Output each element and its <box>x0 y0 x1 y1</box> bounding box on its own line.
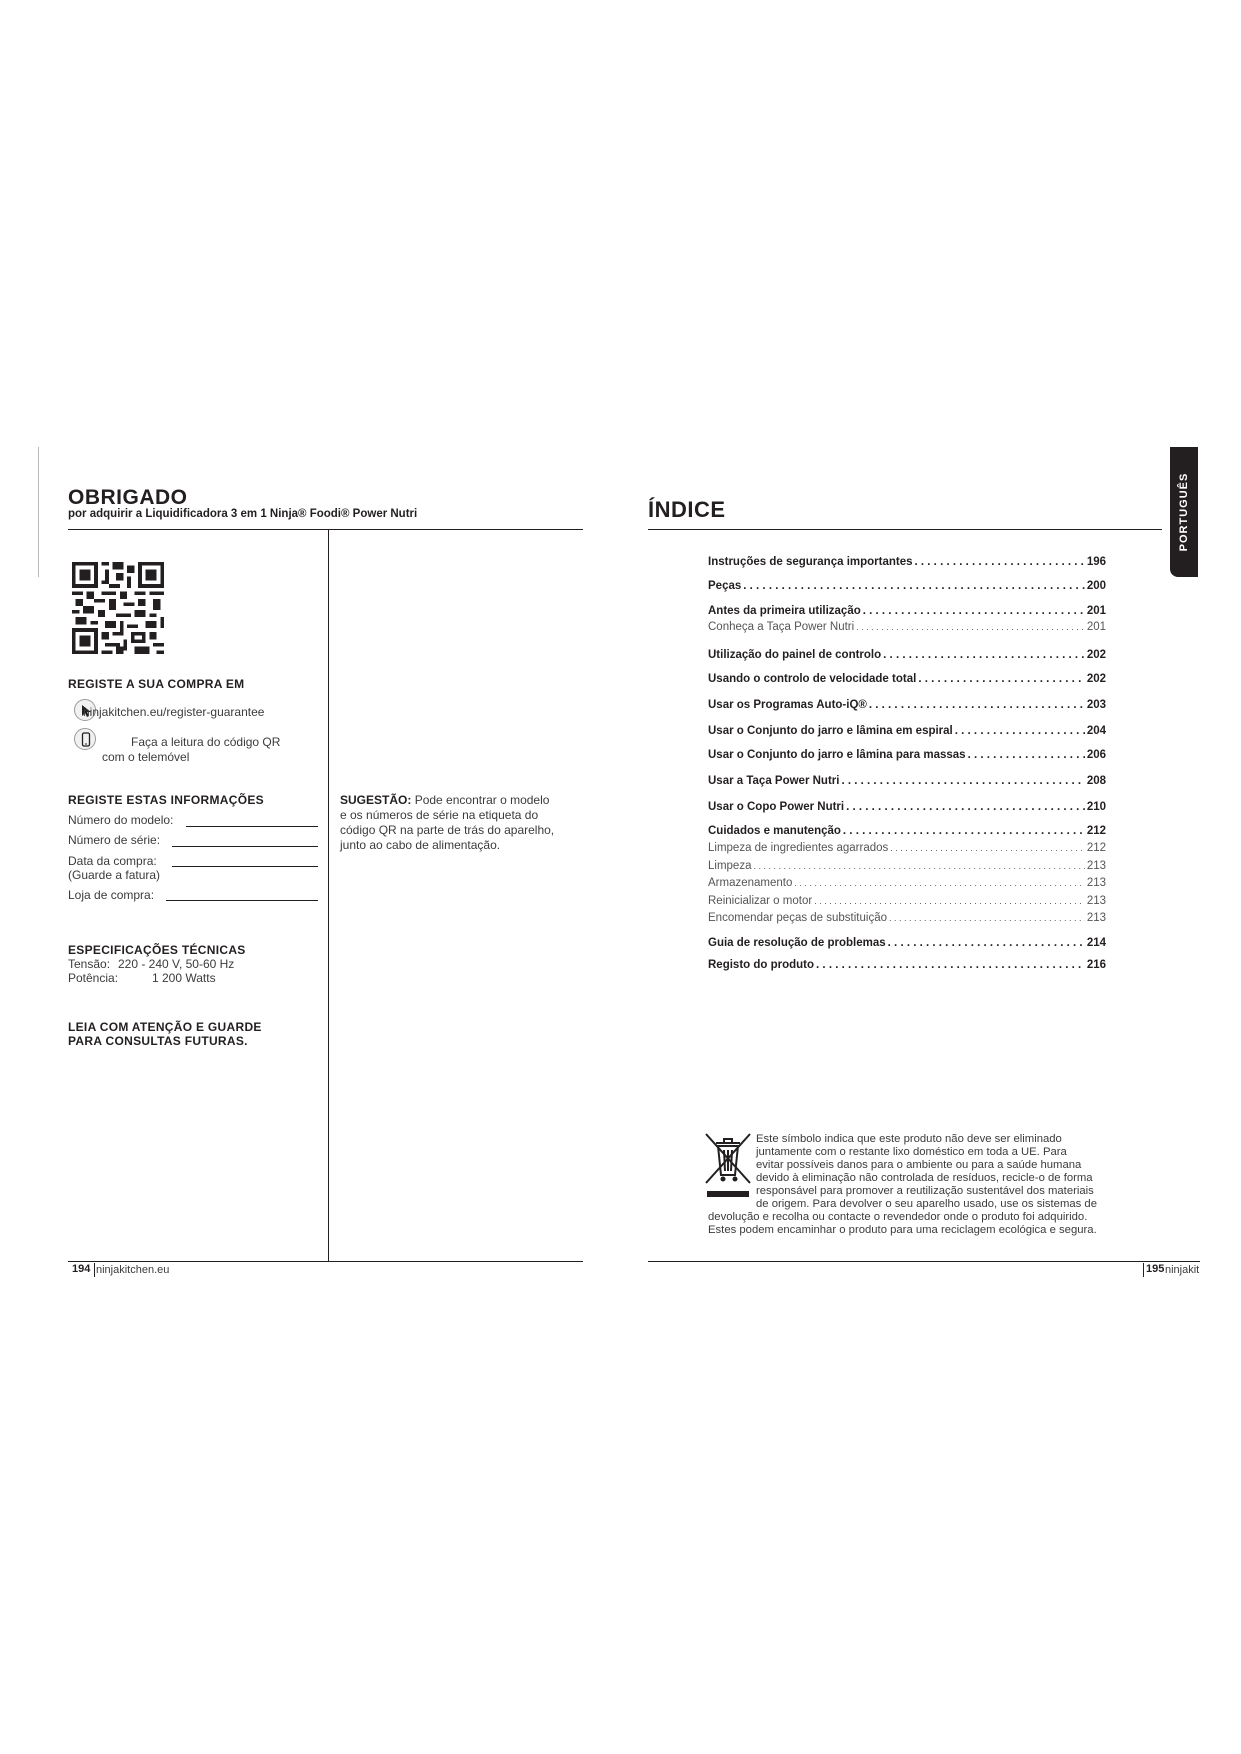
toc-leader-dots <box>743 580 1085 592</box>
toc-entry[interactable] <box>708 895 1106 907</box>
model-number-label: Número do modelo: <box>68 813 174 827</box>
toc-leader-dots <box>753 860 1084 872</box>
toc-entry[interactable] <box>708 649 1106 661</box>
toc-entry-page: 202 <box>1086 649 1106 661</box>
column-divider <box>328 529 329 1262</box>
toc-leader-dots <box>843 825 1085 837</box>
purchase-date-label: Data da compra: <box>68 854 157 868</box>
read-notice-2: PARA CONSULTAS FUTURAS. <box>68 1034 248 1048</box>
purchase-date-field[interactable] <box>172 866 318 867</box>
phone-icon <box>74 728 96 750</box>
toc-entry-label: Usar o Copo Power Nutri <box>708 801 845 813</box>
toc-leader-dots <box>890 842 1085 854</box>
toc-entry-label: Conheça a Taça Power Nutri <box>708 621 855 633</box>
power-label: Potência: <box>68 971 119 985</box>
store-label: Loja de compra: <box>68 888 155 902</box>
toc-entry[interactable] <box>708 673 1106 685</box>
page-subtitle: por adquirir a Liquidificadora 3 em 1 Ninja® Foodi® Power Nutri <box>68 508 418 520</box>
invoice-note: (Guarde a fatura) <box>68 868 161 882</box>
weee-notice-line: devolução e recolha ou contacte o revendedor onde o produto foi adquirido. <box>708 1211 1088 1223</box>
language-tab <box>1170 447 1198 577</box>
footer-separator <box>94 1263 95 1277</box>
toc-entry-page: 212 <box>1086 842 1106 854</box>
toc-entry-page: 216 <box>1086 959 1106 971</box>
toc-entry-label: Limpeza <box>708 860 752 872</box>
toc-entry-page: 200 <box>1086 580 1106 592</box>
left-footer-rule <box>68 1261 583 1262</box>
toc-entry-page: 201 <box>1086 605 1106 617</box>
weee-notice-line: responsável para promover a reutilização sustentável dos materiais <box>756 1185 1094 1197</box>
toc-entry[interactable] <box>708 937 1106 949</box>
toc-entry-label: Encomendar peças de substituição <box>708 912 887 924</box>
tip-text-1: Pode encontrar o modelo <box>414 793 550 807</box>
toc-entry-label: Utilização do painel de controlo <box>708 649 882 661</box>
toc-entry[interactable] <box>708 825 1106 837</box>
toc-leader-dots <box>888 937 1085 949</box>
qr-scan-text-2: com o telemóvel <box>102 750 190 764</box>
toc-leader-dots <box>846 801 1085 813</box>
toc-entry-page: 208 <box>1086 775 1106 787</box>
toc-leader-dots <box>841 775 1084 787</box>
tip-block <box>340 793 570 853</box>
toc-entry-page: 201 <box>1086 621 1106 633</box>
toc-entry[interactable] <box>708 860 1106 872</box>
right-footer-rule <box>648 1261 1200 1262</box>
model-number-field[interactable] <box>186 826 318 827</box>
weee-notice-line: de origem. Para devolver o seu aparelho usado, use os sistemas de <box>756 1198 1097 1210</box>
toc-entry[interactable] <box>708 621 1106 633</box>
toc-entry-page: 213 <box>1086 912 1106 924</box>
tip-text-4: junto ao cabo de alimentação. <box>340 838 501 852</box>
voltage-label: Tensão: <box>68 957 111 971</box>
weee-notice-line: Estes podem encaminhar o produto para uma reciclagem ecológica e segura. <box>708 1224 1097 1236</box>
toc-leader-dots <box>889 912 1085 924</box>
toc-leader-dots <box>856 621 1085 633</box>
toc-entry[interactable] <box>708 725 1106 737</box>
serial-number-field[interactable] <box>172 846 318 847</box>
toc-leader-dots <box>883 649 1085 661</box>
toc-entry-page: 202 <box>1086 673 1106 685</box>
right-page-number: 195 <box>1146 1263 1165 1275</box>
toc-entry-label: Usar o Conjunto do jarro e lâmina em espiral <box>708 725 953 737</box>
toc-entry-label: Usar a Taça Power Nutri <box>708 775 840 787</box>
voltage-value: 220 - 240 V, 50-60 Hz <box>118 957 235 971</box>
specs-heading: ESPECIFICAÇÕES TÉCNICAS <box>68 943 246 957</box>
toc-entry[interactable] <box>708 699 1106 711</box>
toc-entry-page: 212 <box>1086 825 1106 837</box>
store-field[interactable] <box>166 900 318 901</box>
toc-entry-page: 213 <box>1086 877 1106 889</box>
toc-entry[interactable] <box>708 877 1106 889</box>
toc-leader-dots <box>968 749 1085 761</box>
header-divider <box>68 529 583 530</box>
toc-leader-dots <box>816 959 1085 971</box>
toc-entry[interactable] <box>708 959 1106 971</box>
toc-entry-label: Usar o Conjunto do jarro e lâmina para massas <box>708 749 966 761</box>
toc-entry-label: Cuidados e manutenção <box>708 825 841 837</box>
toc-entry[interactable] <box>708 775 1106 787</box>
toc-entry[interactable] <box>708 842 1106 854</box>
toc-entry-page: 210 <box>1086 801 1106 813</box>
toc-entry-page: 196 <box>1086 556 1106 568</box>
serial-number-label: Número de série: <box>68 833 161 847</box>
left-footer-url: ninjakitchen.eu <box>96 1264 170 1276</box>
toc-leader-dots <box>814 895 1085 907</box>
language-tab-label: PORTUGUÊS <box>1178 472 1190 552</box>
toc-entry[interactable] <box>708 912 1106 924</box>
toc-entry-label: Reinicializar o motor <box>708 895 813 907</box>
toc-entry-page: 213 <box>1086 895 1106 907</box>
toc-entry-label: Peças <box>708 580 742 592</box>
toc-entry[interactable] <box>708 556 1106 568</box>
right-footer-url: ninjakit <box>1165 1264 1200 1276</box>
toc-title: ÍNDICE <box>648 497 726 522</box>
weee-notice-line: devido à eliminação não controlada de resíduos, recicle-o de forma <box>756 1172 1093 1184</box>
qr-code-image <box>72 562 164 654</box>
power-value: 1 200 Watts <box>152 971 216 985</box>
toc-entry-page: 214 <box>1086 937 1106 949</box>
right-footer-separator <box>1143 1263 1144 1277</box>
toc-leader-dots <box>794 877 1084 889</box>
toc-entry-label: Antes da primeira utilização <box>708 605 861 617</box>
toc-entry[interactable] <box>708 580 1106 592</box>
toc-entry-page: 206 <box>1086 749 1106 761</box>
weee-notice-line: juntamente com o restante lixo doméstico em toda a UE. Para <box>756 1146 1067 1158</box>
toc-leader-dots <box>863 605 1085 617</box>
toc-leader-dots <box>955 725 1085 737</box>
toc-entry-label: Registo do produto <box>708 959 815 971</box>
toc-entry-label: Usar os Programas Auto-iQ® <box>708 699 867 711</box>
toc-entry-page: 203 <box>1086 699 1106 711</box>
toc-leader-dots <box>918 673 1085 685</box>
toc-divider <box>648 529 1162 530</box>
toc-leader-dots <box>869 699 1085 711</box>
left-margin-rule <box>38 447 39 577</box>
left-page-number: 194 <box>72 1263 91 1275</box>
toc-entry[interactable] <box>708 605 1106 617</box>
toc-entry-label: Guia de resolução de problemas <box>708 937 886 949</box>
toc-entry[interactable] <box>708 749 1106 761</box>
weee-notice-line: Este símbolo indica que este produto não deve ser eliminado <box>756 1133 1062 1145</box>
weee-disposal-notice <box>708 1133 1133 1237</box>
toc-entry-page: 204 <box>1086 725 1106 737</box>
tip-text-3: código QR na parte de trás do aparelho, <box>340 823 555 837</box>
register-url-link[interactable]: ninjakitchen.eu/register-guarantee <box>83 705 265 719</box>
tip-text-2: e os números de série na etiqueta do <box>340 808 539 822</box>
page-title: OBRIGADO <box>68 486 188 509</box>
read-notice: LEIA COM ATENÇÃO E GUARDE <box>68 1020 262 1034</box>
qr-scan-text: Faça a leitura do código QR <box>131 735 281 749</box>
toc-entry-label: Limpeza de ingredientes agarrados <box>708 842 889 854</box>
weee-notice-line: evitar possíveis danos para o ambiente ou para a saúde humana <box>756 1159 1082 1171</box>
toc-entry[interactable] <box>708 801 1106 813</box>
toc-entry-page: 213 <box>1086 860 1106 872</box>
toc-leader-dots <box>915 556 1085 568</box>
tip-label: SUGESTÃO: <box>340 793 412 807</box>
toc-entry-label: Instruções de segurança importantes <box>708 556 913 568</box>
toc-entry-label: Usando o controlo de velocidade total <box>708 673 917 685</box>
register-info-heading: REGISTE ESTAS INFORMAÇÕES <box>68 793 264 807</box>
toc-entry-label: Armazenamento <box>708 877 793 889</box>
register-purchase-heading: REGISTE A SUA COMPRA EM <box>68 677 245 691</box>
